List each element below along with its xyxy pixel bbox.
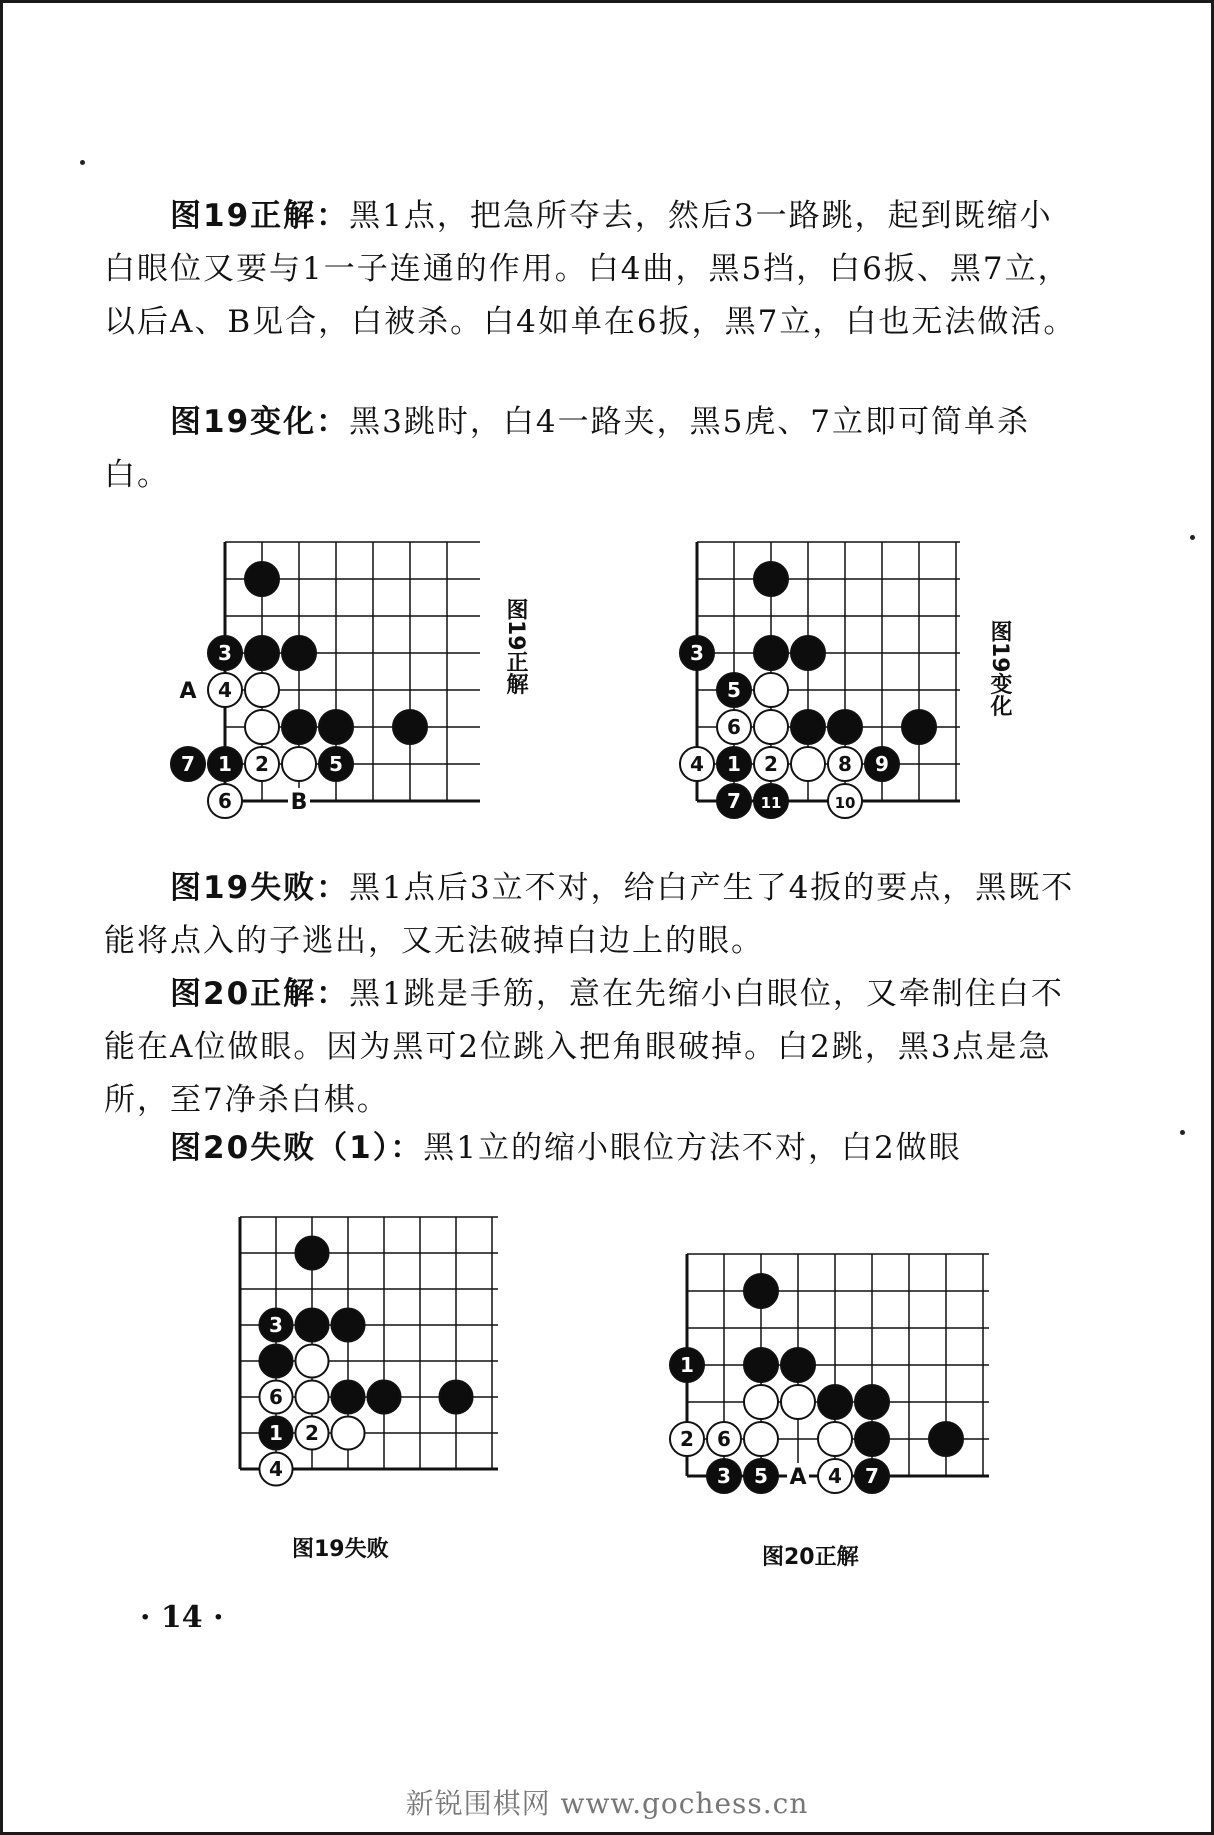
black-stone [855,1422,889,1456]
white-stone [744,1422,778,1456]
stone-number: 7 [865,1464,879,1488]
black-stone [259,1344,292,1377]
black-stone [393,710,427,744]
black-stone [855,1385,889,1419]
white-stone [295,1344,328,1377]
stone-number: 3 [218,641,232,665]
paragraph-fig20-solution: 图20正解：黑1跳是手筋，意在先缩小白眼位，又牵制住白不能在A位做眼。因为黑可2位跳入把角眼破掉。白2跳，黑3点是急所，至7净杀白棋。 [104,976,1064,1118]
white-stone [245,710,279,744]
black-stone [282,636,316,670]
caption-fig19-variation: 图19变化 [987,620,1012,717]
point-letter: A [789,1465,807,1490]
white-stone [754,673,788,707]
black-stone [331,1380,364,1413]
stone-number: 3 [690,641,704,665]
black-stone [744,1348,778,1382]
go-diagram-fig20-solution [620,1230,990,1530]
black-stone [331,1308,364,1341]
black-stone [295,1308,328,1341]
stone-number: 2 [764,752,778,776]
page-number: · 14 · [140,1600,224,1635]
black-stone [319,710,353,744]
stone-number: 11 [760,794,782,812]
stone-number: 1 [680,1353,694,1377]
white-stone [791,747,825,781]
white-stone [282,747,316,781]
stone-number: 2 [255,752,269,776]
caption-fig19-solution: 图19正解 [503,598,528,695]
stone-number: 5 [329,752,343,776]
white-stone [754,710,788,744]
stone-number: 4 [269,1457,283,1481]
black-stone [754,636,788,670]
go-diagram-fig19-solution [150,530,480,830]
black-stone [828,710,862,744]
caption-fig19-failure: 图19失败 [292,1537,389,1562]
stone-number: 1 [727,752,741,776]
stone-number: 2 [680,1427,694,1451]
stone-number: 6 [717,1427,731,1451]
stone-number: 5 [754,1464,768,1488]
black-stone [367,1380,400,1413]
stone-number: 4 [690,752,704,776]
stone-number: 1 [218,752,232,776]
white-stone [331,1416,364,1449]
white-stone [295,1380,328,1413]
black-stone [818,1385,852,1419]
white-stone [781,1385,815,1419]
stone-number: 3 [717,1464,731,1488]
stone-number: 4 [828,1464,842,1488]
paragraph-fig20-failure-1: 图20失败（1）：黑1立的缩小眼位方法不对，白2做眼 [170,1130,962,1166]
stone-number: 9 [875,752,889,776]
go-diagram-fig19-failure [180,1205,510,1505]
scan-speck [80,160,85,165]
black-stone [744,1274,778,1308]
black-stone [791,710,825,744]
black-stone [295,1236,328,1269]
stone-number: 7 [727,789,741,813]
stone-number: 6 [727,715,741,739]
black-stone [791,636,825,670]
watermark: 新锐围棋网 www.gochess.cn [405,1787,809,1820]
paragraph-fig19-variation: 图19变化：黑3跳时，白4一路夹，黑5虎、7立即可简单杀白。 [104,404,1031,493]
stone-number: 6 [269,1385,283,1409]
go-diagram-fig19-variation [630,530,960,830]
paragraph-fig19-solution: 图19正解：黑1点，把急所夺去，然后3一路跳，起到既缩小白眼位又要与1一子连通的作用。白4曲，黑5挡，白6扳、黑7立，以后A、B见合，白被杀。白4如单在6扳，黑7立，白也无法做活。 [104,198,1077,340]
white-stone [744,1385,778,1419]
black-stone [245,562,279,596]
caption-fig20-solution: 图20正解 [762,1545,859,1570]
stone-number: 7 [181,752,195,776]
white-stone [818,1422,852,1456]
black-stone [902,710,936,744]
scan-speck [1180,1130,1185,1135]
paragraph-fig19-failure: 图19失败：黑1点后3立不对，给白产生了4扳的要点，黑既不能将点入的子逃出，又无法破掉白边上的眼。 [104,870,1075,959]
point-letter: A [179,679,197,704]
stone-number: 8 [838,752,852,776]
black-stone [282,710,316,744]
stone-number: 5 [727,678,741,702]
stone-number: 10 [834,794,856,812]
stone-number: 4 [218,678,232,702]
stone-number: 1 [269,1421,283,1445]
black-stone [929,1422,963,1456]
point-letter: B [290,790,308,815]
black-stone [781,1348,815,1382]
white-stone [245,673,279,707]
black-stone [439,1380,472,1413]
black-stone [754,562,788,596]
scan-speck [1190,535,1195,540]
stone-number: 2 [305,1421,319,1445]
stone-number: 6 [218,789,232,813]
black-stone [245,636,279,670]
stone-number: 3 [269,1313,283,1337]
